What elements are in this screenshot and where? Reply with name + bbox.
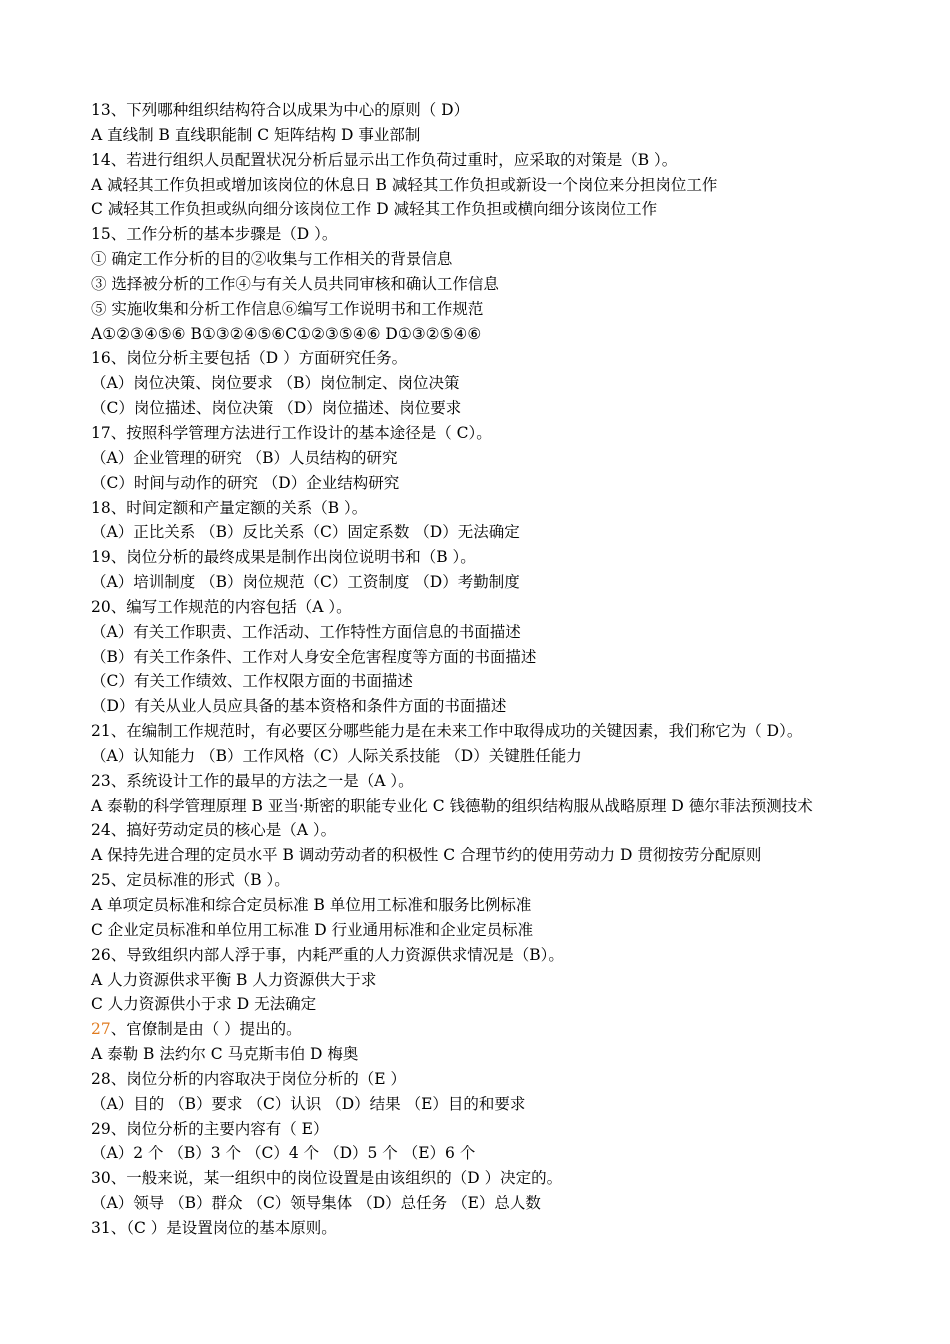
text-line [91,1017,921,1042]
line-text: 28、岗位分析的内容取决于岗位分析的（E ） [91,1069,406,1088]
line-text: 14、若进行组织人员配置状况分析后显示出工作负荷过重时，应采取的对策是（B ）。 [91,150,678,169]
line-text: C 人力资源供小于求 D 无法确定 [91,995,317,1014]
line-text: 29、岗位分析的主要内容有（ E） [91,1119,329,1138]
text-line [91,1216,921,1241]
line-text: 18、时间定额和产量定额的关系（B ）。 [91,498,368,517]
line-text: （A）正比关系 （B）反比关系（C）固定系数 （D）无法确定 [91,523,520,542]
line-text: A 泰勒的科学管理原理 B 亚当·斯密的职能专业化 C 钱德勒的组织结构服从战略原理 D 德尔菲法预测技术 [91,796,813,815]
line-text: 25、定员标准的形式（B ）。 [91,871,290,890]
line-text: A 减轻其工作负担或增加该岗位的休息日 B 减轻其工作负担或新设一个岗位来分担岗位工作 [91,175,718,194]
line-text: 13、下列哪种组织结构符合以成果为中心的原则（ D） [91,101,470,119]
text-line [91,968,921,993]
line-text: （A）培训制度 （B）岗位规范（C）工资制度 （D）考勤制度 [91,573,520,592]
line-text: 20、编写工作规范的内容包括（A ）。 [91,597,352,616]
text-line [91,769,921,794]
text-line [91,247,921,272]
line-text: 17、按照科学管理方法进行工作设计的基本途径是（ C）。 [91,423,492,442]
line-text: A 直线制 B 直线职能制 C 矩阵结构 D 事业部制 [91,125,421,144]
line-text: （B）有关工作条件、工作对人身安全危害程度等方面的书面描述 [91,647,537,666]
line-text: ③ 选择被分析的工作④与有关人员共同审核和确认工作信息 [91,274,499,293]
line-text: （C）时间与动作的研究 （D）企业结构研究 [91,473,400,492]
text-line [91,1141,921,1166]
line-text: （A）领导 （B）群众 （C）领导集体 （D）总任务 （E）总人数 [91,1194,541,1213]
text-line [91,123,921,148]
line-text: 19、岗位分析的最终成果是制作出岗位说明书和（B ）。 [91,548,476,567]
text-line [91,992,921,1017]
text-line [91,570,921,595]
line-text: C 减轻其工作负担或纵向细分该岗位工作 D 减轻其工作负担或横向细分该岗位工作 [91,200,658,219]
line-text: A①②③④⑤⑥ B①③②④⑤⑥C①②③⑤④⑥ D①③②⑤④⑥ [91,324,482,343]
line-text: A 保持先进合理的定员水平 B 调动劳动者的积极性 C 合理节约的使用劳动力 D 贯彻按劳分配原则 [91,846,762,865]
text-line [91,446,921,471]
text-line [91,396,921,421]
text-line [91,918,921,943]
text-line [91,322,921,347]
line-text: 16、岗位分析主要包括（D ）方面研究任务。 [91,349,408,368]
line-text: A 单项定员标准和综合定员标准 B 单位用工标准和服务比例标准 [91,896,532,914]
text-line [91,744,921,769]
text-line [91,645,921,670]
line-text: A 人力资源供求平衡 B 人力资源供大于求 [91,970,377,989]
text-line [91,893,921,918]
text-line [91,520,921,545]
line-text: 30、一般来说，某一组织中的岗位设置是由该组织的（D ）决定的。 [91,1169,563,1188]
text-line [91,794,921,819]
line-text: （C）岗位描述、岗位决策 （D）岗位描述、岗位要求 [91,399,462,418]
text-line [91,1092,921,1117]
text-line [91,173,921,198]
text-line [91,297,921,322]
document-body [91,98,921,1241]
line-text: （A）有关工作职责、工作活动、工作特性方面信息的书面描述 [91,622,521,641]
text-line [91,346,921,371]
text-line [91,669,921,694]
line-text: （A）认知能力 （B）工作风格（C）人际关系技能 （D）关键胜任能力 [91,746,582,765]
text-line [91,1191,921,1216]
text-line [91,1042,921,1067]
line-text: ⑤ 实施收集和分析工作信息⑥编写工作说明书和工作规范 [91,299,484,318]
text-line [91,272,921,297]
text-line [91,620,921,645]
question-number-highlight: 27 [91,1020,111,1039]
line-text: 、官僚制是由（ ）提出的。 [110,1020,302,1039]
line-text: 21、在编制工作规范时，有必要区分哪些能力是在未来工作中取得成功的关键因素，我们称它为（ D）。 [91,722,803,741]
text-line [91,868,921,893]
text-line [91,496,921,521]
text-line [91,1166,921,1191]
text-line [91,421,921,446]
text-line [91,694,921,719]
text-line [91,1067,921,1092]
line-text: （A）企业管理的研究 （B）人员结构的研究 [91,448,398,467]
text-line [91,371,921,396]
line-text: 15、工作分析的基本步骤是（D ）。 [91,225,338,244]
line-text: （A）2 个 （B）3 个 （C）4 个 （D）5 个 （E）6 个 [91,1144,476,1163]
text-line [91,98,921,123]
text-line [91,197,921,222]
line-text: C 企业定员标准和单位用工标准 D 行业通用标准和企业定员标准 [91,920,534,939]
line-text: ① 确定工作分析的目的②收集与工作相关的背景信息 [91,250,453,269]
text-line [91,148,921,173]
text-line [91,818,921,843]
text-line [91,719,921,744]
line-text: 26、导致组织内部人浮于事，内耗严重的人力资源供求情况是（B）。 [91,945,564,964]
line-text: 23、系统设计工作的最早的方法之一是（A ）。 [91,771,414,790]
line-text: （D）有关从业人员应具备的基本资格和条件方面的书面描述 [91,697,507,716]
line-text: （A）岗位决策、岗位要求 （B）岗位制定、岗位决策 [91,374,460,393]
text-line [91,943,921,968]
line-text: （C）有关工作绩效、工作权限方面的书面描述 [91,672,413,691]
text-line [91,222,921,247]
text-line [91,843,921,868]
text-line [91,545,921,570]
text-line [91,595,921,620]
line-text: 31、（C ）是设置岗位的基本原则。 [91,1218,337,1237]
line-text: A 泰勒 B 法约尔 C 马克斯韦伯 D 梅奥 [91,1045,359,1064]
line-text: 24、搞好劳动定员的核心是（A ）。 [91,821,337,840]
text-line [91,1117,921,1142]
text-line [91,471,921,496]
line-text: （A）目的 （B）要求 （C）认识 （D）结果 （E）目的和要求 [91,1094,526,1113]
